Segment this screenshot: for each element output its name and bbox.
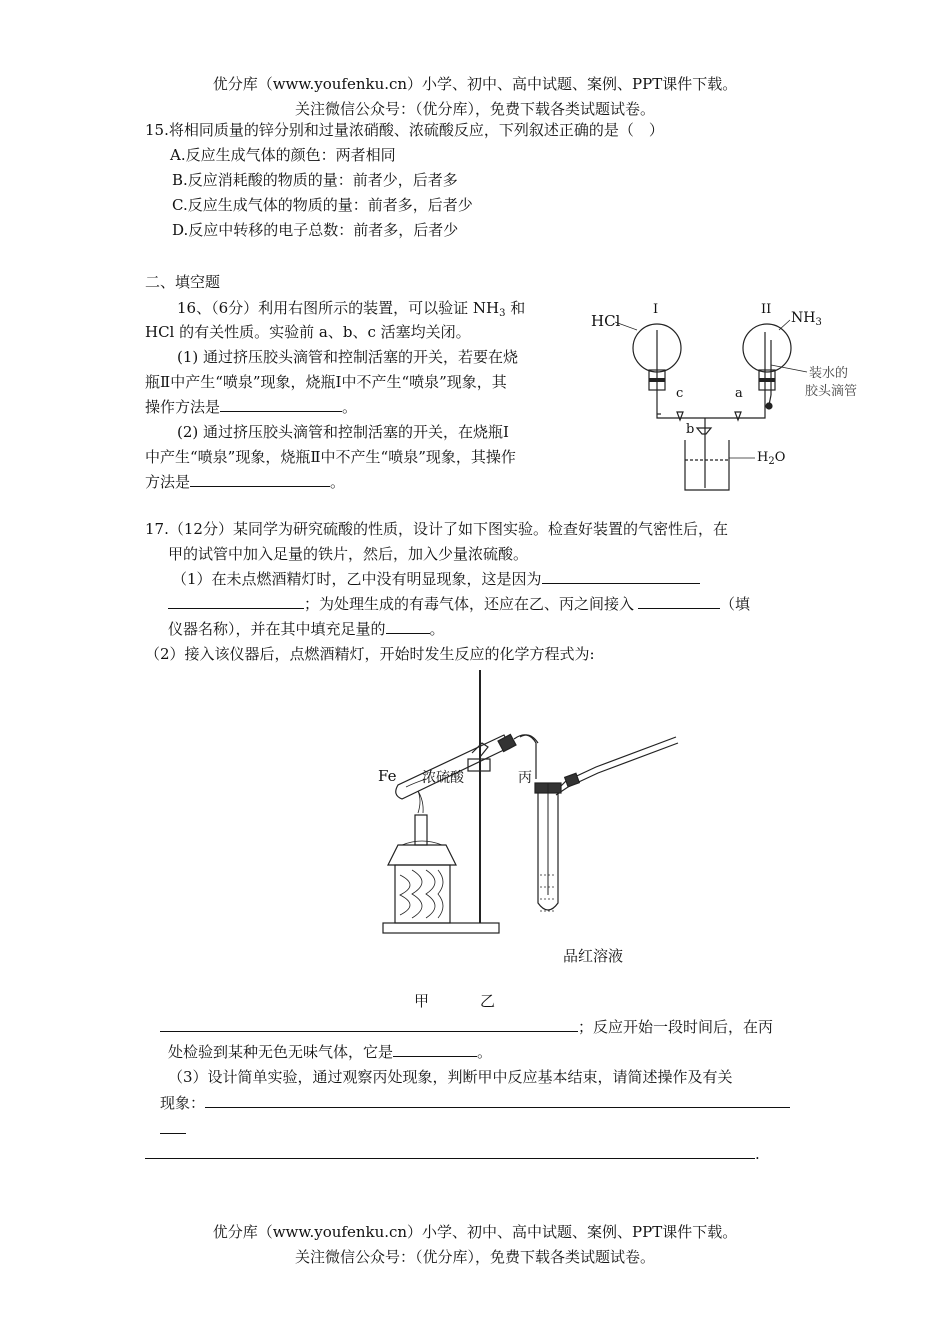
section-title: 二、填空题 — [145, 273, 221, 291]
q17-p1-blank-reason-a[interactable] — [542, 568, 700, 584]
label-nh3-main: NH — [791, 310, 816, 326]
q17-line-2: 甲的试管中加入足量的铁片，然后，加入少量浓硫酸。 — [168, 545, 529, 563]
q17-p3-blank-1[interactable] — [205, 1092, 790, 1108]
q17-p1-mid: ；为处理生成的有毒气体，还应在乙、丙之间接入 — [304, 595, 635, 613]
q16-line-1-sub: 3 — [499, 308, 506, 319]
q16-p2-line-2: 中产生“喷泉”现象，烧瓶Ⅱ中不产生“喷泉”现象，其操作 — [145, 448, 516, 466]
footer-line-2: 关注微信公众号：（优分库），免费下载各类试题试卷。 — [294, 1248, 655, 1266]
sulfuric-acid-apparatus-figure — [350, 665, 700, 995]
q16-p1-answer-blank[interactable] — [220, 396, 342, 412]
q17-p1-blank-reason-b[interactable] — [168, 593, 304, 609]
q17-p3-blank-3[interactable] — [145, 1143, 755, 1159]
header-line-2: 关注微信公众号：（优分库），免费下载各类试题试卷。 — [294, 100, 655, 118]
q17-p2-line-2 — [160, 1016, 773, 1038]
q16-line-2: HCl 的有关性质。实验前 a、b、c 活塞均关闭。 — [145, 323, 471, 341]
fountain-apparatus-figure — [585, 300, 858, 500]
q17-p3-line-2-text: 现象： — [160, 1094, 206, 1112]
label-jia: 甲 — [414, 992, 430, 1010]
q17-p2-blank-gas[interactable] — [393, 1041, 477, 1057]
q17-p3-end: . — [755, 1145, 760, 1163]
q17-p1-text: （1）在未点燃酒精灯时，乙中没有明显现象，这是因为 — [172, 570, 542, 588]
valve-b — [697, 428, 711, 434]
label-yi: 乙 — [480, 992, 496, 1010]
q17-p3-line-4 — [145, 1143, 760, 1165]
fountain-apparatus-drawing — [585, 300, 858, 500]
label-flask-1: I — [653, 302, 659, 317]
q16-p2-end: 。 — [330, 473, 346, 491]
label-bing: 丙 — [518, 770, 532, 786]
q17-p3-line-1: （3）设计简单实验，通过观察丙处现象，判断甲中反应基本结束，请简述操作及有关 — [168, 1068, 733, 1086]
valve-c — [677, 412, 683, 420]
label-flask-2: II — [761, 302, 772, 317]
q15-stem: 15.将相同质量的锌分别和过量浓硝酸、浓硫酸反应，下列叙述正确的是（ ） — [145, 121, 664, 139]
q17-p2-line-1: （2）接入该仪器后，点燃酒精灯，开始时发生反应的化学方程式为: — [145, 645, 595, 663]
q15-option-a: A.反应生成气体的颜色：两者相同 — [170, 146, 396, 164]
q15-option-b: B.反应消耗酸的物质的量：前者少，后者多 — [172, 171, 458, 189]
q17-p3-blank-2[interactable] — [160, 1118, 186, 1134]
flask-2 — [743, 324, 791, 372]
q16-p1-text: 操作方法是 — [145, 398, 221, 416]
label-dropper-1: 装水的 — [809, 366, 849, 381]
q16-p1-line-3 — [145, 396, 357, 418]
q17-p1-line-3 — [168, 618, 445, 640]
header-line-1: 优分库（www.youfenku.cn）小学、初中、高中试题、案例、PPT课件下载。 — [212, 75, 738, 93]
beaker — [685, 440, 729, 490]
label-nh3-sub: 3 — [815, 317, 822, 328]
q17-p2-line-3-text: 处检验到某种无色无味气体，它是 — [168, 1043, 394, 1061]
q16-p1-end: 。 — [342, 398, 358, 416]
q16-line-1a: 16、（6分）利用右图所示的装置，可以验证 NH — [177, 299, 500, 317]
q17-line-1: 17.（12分）某同学为研究硫酸的性质，设计了如下图实验。检查好装置的气密性后，在 — [145, 520, 728, 538]
q16-p1-line-1: (1) 通过挤压胶头滴管和控制活塞的开关，若要在烧 — [177, 348, 519, 366]
q17-p1-line-2-end: （填 — [720, 595, 751, 613]
label-concentrated-acid: 浓硫酸 — [422, 770, 464, 786]
q17-p3-line-3 — [160, 1118, 186, 1140]
q16-p2-text: 方法是 — [145, 473, 191, 491]
q17-p1-line-1 — [172, 568, 700, 590]
q15-option-d: D.反应中转移的电子总数：前者多，后者少 — [172, 221, 459, 239]
wooden-block — [395, 865, 450, 923]
lamp-flame — [418, 791, 423, 813]
q17-p2-line-3-end: 。 — [477, 1043, 493, 1061]
q16-p1-line-2: 瓶Ⅱ中产生“喷泉”现象，烧瓶Ⅰ中不产生“喷泉”现象，其 — [145, 373, 507, 391]
q16-p2-line-3 — [145, 471, 345, 493]
stand-base — [383, 923, 499, 933]
q17-p2-line-2-end: ；反应开始一段时间后，在丙 — [578, 1018, 774, 1036]
q17-p1-line-2 — [168, 593, 750, 615]
label-valve-c: c — [676, 386, 684, 401]
q17-p1-line-3-end: 。 — [429, 620, 445, 638]
q17-p1-blank-filler[interactable] — [386, 618, 430, 634]
label-nh3 — [791, 310, 822, 328]
q16-p2-answer-blank[interactable] — [190, 471, 330, 487]
q16-p2-line-1: (2) 通过挤压胶头滴管和控制活塞的开关，在烧瓶Ⅰ — [177, 423, 509, 441]
label-valve-b: b — [686, 422, 695, 437]
q15-option-c: C.反应生成气体的物质的量：前者多，后者少 — [172, 196, 473, 214]
dropper-bulb — [766, 403, 772, 409]
label-dropper-2: 胶头滴管 — [805, 384, 858, 399]
alcohol-lamp — [388, 845, 456, 865]
label-water-o: O — [774, 450, 786, 465]
label-valve-a: a — [735, 386, 743, 401]
valve-a — [735, 412, 741, 420]
label-fuchsine-solution: 品红溶液 — [563, 947, 624, 965]
q17-p2-blank-equation[interactable] — [160, 1016, 578, 1032]
label-fe: Fe — [378, 767, 397, 785]
q17-p1-line-3-text: 仪器名称），并在其中填充足量的 — [168, 620, 386, 638]
q17-p3-line-2 — [160, 1092, 790, 1114]
lamp-wick — [415, 815, 427, 845]
q17-p1-blank-instrument[interactable] — [638, 593, 720, 609]
label-water — [757, 450, 785, 467]
footer-line-1: 优分库（www.youfenku.cn）小学、初中、高中试题、案例、PPT课件下载。 — [212, 1223, 738, 1241]
label-hcl: HCl — [591, 312, 621, 330]
label-water-sub: 2 — [768, 456, 775, 467]
q16-line-1b: 和 — [505, 299, 526, 317]
sulfuric-acid-apparatus-drawing — [350, 665, 700, 945]
label-water-h: H — [757, 450, 769, 465]
q17-p2-line-3 — [168, 1041, 492, 1063]
